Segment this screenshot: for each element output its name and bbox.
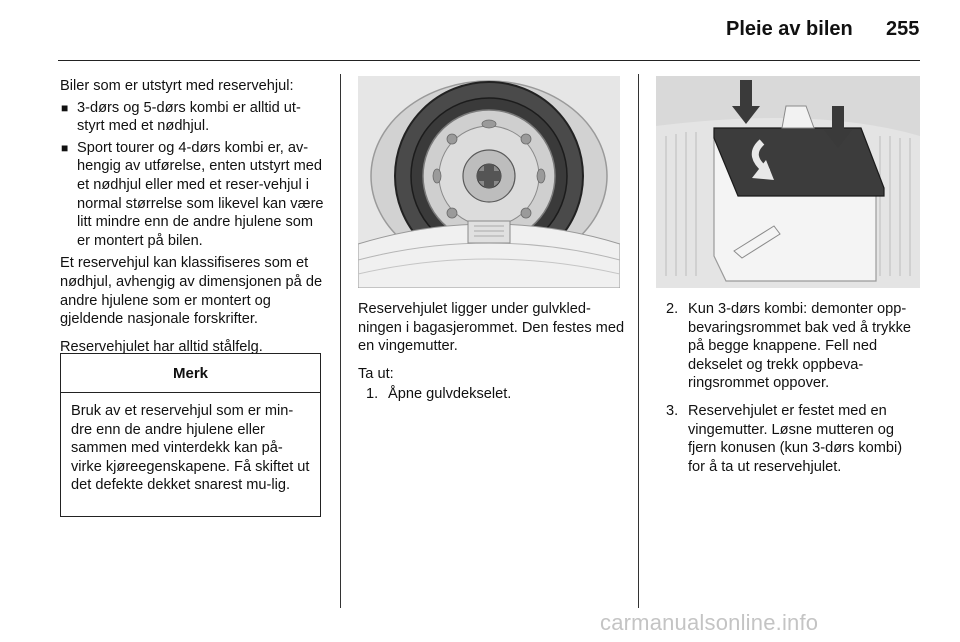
step-text: Åpne gulvdekselet.: [388, 386, 512, 403]
step-number: 2.: [666, 301, 679, 317]
list-item: [60, 99, 328, 136]
spare-wheel-illustration: [358, 76, 620, 288]
step-text: Kun 3-dørs kombi: demonter opp-bevaringsrommet bak ved å trykke på begge knappene. Fell ned dekselet og trekk oppbeva-ringsrommet oppover.: [688, 301, 912, 392]
column-2: [358, 300, 626, 413]
column-3: [658, 300, 923, 485]
column-divider-2: [638, 74, 639, 608]
watermark: carmanualsonline.info: [600, 610, 819, 635]
list-item: [60, 139, 328, 251]
spare-wheel-drawing: [358, 76, 620, 288]
list-item: [364, 385, 626, 404]
square-bullet-icon: ■: [61, 140, 69, 155]
page-number: 255: [886, 18, 920, 40]
bullet-list: [60, 99, 328, 251]
section-title: Pleie av bilen: [726, 18, 853, 40]
steps-lead: Ta ut:: [358, 365, 394, 382]
column-1: [60, 77, 328, 365]
step-text: Reservehjulet er festet med en vingemutter. Løsne mutteren og fjern konusen (kun 3-dørs kombi) for å ta ut reservehjulet.: [688, 402, 903, 475]
square-bullet-icon: ■: [61, 100, 69, 115]
step-list: [364, 385, 626, 404]
step-number: 1.: [366, 386, 379, 403]
figure-caption: Reservehjulet ligger under gulvkled-ningen i bagasjerommet. Den festes med en vingemutter.: [358, 301, 625, 355]
classification-paragraph: Et reservehjul kan klassifiseres som et nødhjul, avhengig av dimensjonen på de andre hjulene som er montert og gjeldende nasjonale forskrifter.: [60, 255, 323, 328]
header-divider: [58, 60, 920, 61]
list-item: [664, 300, 923, 393]
intro-text: Biler som er utstyrt med reservehjul:: [60, 78, 294, 94]
storage-compartment-drawing: [656, 76, 920, 288]
storage-compartment-illustration: [656, 76, 920, 288]
column-divider-1: [340, 74, 341, 608]
bullet-text: 3-dørs og 5-dørs kombi er alltid ut-styrt med et nødhjul.: [77, 99, 301, 135]
note-title: Merk: [61, 354, 320, 393]
note-text: Bruk av et reservehjul som er min-dre enn de andre hjulene eller sammen med vinterdekk kan på-virke kjøreegenskapene. Få skiftet ut det defekte dekket snarest mu-lig.: [71, 403, 310, 494]
step-list: [664, 300, 923, 476]
bullet-text: Sport tourer og 4-dørs kombi er, av-hengig av utførelse, enten utstyrt med et nødhjul eller med et reser-vehjul i normal størrelse som likevel kan være litt mindre enn de andre hjulene som er montert på bilen.: [77, 139, 324, 249]
step-number: 3.: [666, 402, 679, 419]
note-box: [60, 353, 321, 517]
steel-rim-paragraph: Reservehjulet har alltid stålfelg.: [60, 338, 263, 355]
list-item: [664, 402, 923, 476]
